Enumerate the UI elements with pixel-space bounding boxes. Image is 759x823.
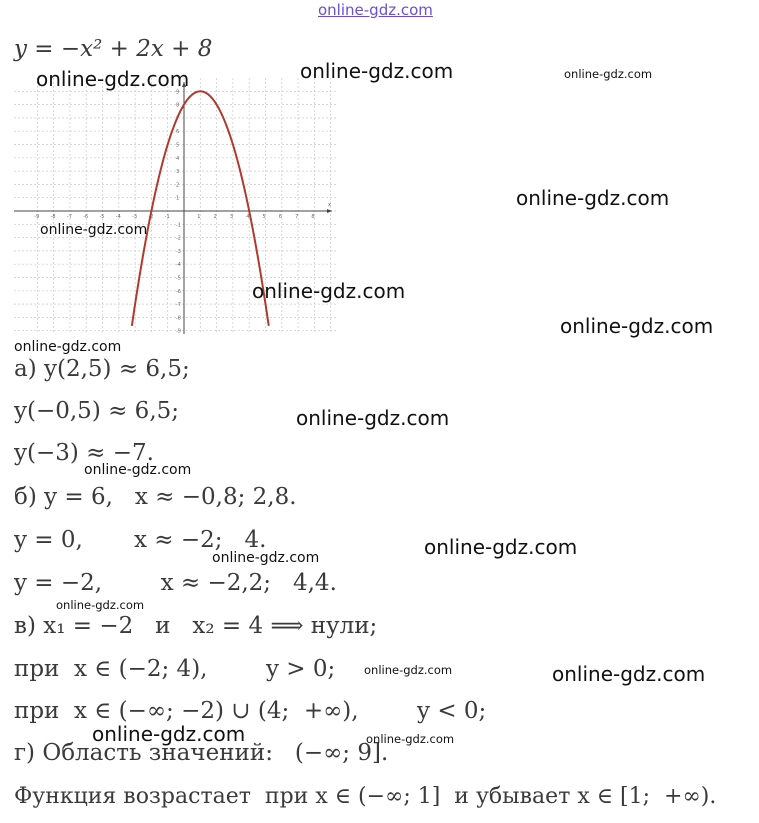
y-tick-label: -6 [176, 288, 181, 295]
answer-v-1: в) x₁ = −2 и x₂ = 4 ⟹ нули; [14, 613, 378, 639]
watermark: online-gdz.com [564, 67, 653, 81]
watermark: online-gdz.com [516, 186, 670, 210]
y-tick-label: -1 [176, 222, 181, 229]
watermark: online-gdz.com [36, 67, 190, 91]
watermark: online-gdz.com [560, 314, 714, 338]
x-tick-label: -5 [99, 214, 105, 220]
x-tick-label: -6 [83, 214, 89, 220]
y-tick-label: 9 [176, 89, 180, 96]
y-tick-label: 4 [176, 155, 180, 162]
watermark: online-gdz.com [296, 406, 450, 430]
watermark: online-gdz.com [14, 339, 122, 355]
answer-v-2: при x ∈ (−2; 4), y > 0; [14, 656, 336, 682]
equation: y = −x² + 2x + 8 [14, 36, 213, 62]
watermark: online-gdz.com [424, 535, 578, 559]
x-tick-label: -7 [66, 214, 72, 220]
answer-b-1: б) y = 6, x ≈ −0,8; 2,8. [14, 484, 297, 510]
watermark: online-gdz.com [84, 462, 192, 478]
y-tick-label: 7 [176, 115, 180, 122]
x-tick-label: 2 [213, 214, 217, 220]
x-tick-label: -4 [115, 214, 121, 220]
x-axis-arrow [327, 209, 332, 213]
x-tick-label: 6 [278, 214, 282, 220]
answer-v-3: при x ∈ (−∞; −2) ∪ (4; +∞), y < 0; [14, 698, 487, 724]
x-tick-label: 7 [295, 214, 299, 220]
y-tick-label: -4 [176, 262, 181, 269]
x-tick-label: -2 [148, 214, 154, 220]
x-tick-label: 8 [311, 214, 315, 220]
x-tick-label: 3 [229, 214, 234, 220]
x-tick-label: -9 [34, 214, 40, 220]
watermark: online-gdz.com [56, 598, 145, 612]
watermark: online-gdz.com [92, 722, 246, 746]
watermark: online-gdz.com [252, 279, 406, 303]
x-tick-label: -3 [132, 214, 138, 220]
answer-g: г) Область значений: (−∞; 9]. [14, 740, 389, 766]
y-tick-label: 1 [176, 195, 180, 202]
x-tick-label: -8 [50, 214, 56, 220]
y-tick-label: 3 [176, 169, 180, 176]
answer-a-1: а) y(2,5) ≈ 6,5; [14, 356, 190, 382]
x-axis-label: x [328, 202, 331, 208]
y-tick-label: -8 [176, 315, 181, 322]
y-tick-label: -2 [176, 235, 181, 242]
y-tick-label: 6 [176, 129, 180, 136]
y-tick-label: 2 [176, 182, 180, 189]
answer-a-3: y(−3) ≈ −7. [14, 440, 154, 466]
answer-b-2: y = 0, x ≈ −2; 4. [14, 527, 267, 553]
y-tick-label: 5 [176, 142, 180, 149]
y-tick-label: -3 [176, 248, 181, 255]
watermark: online-gdz.com [300, 59, 454, 83]
x-tick-label: -1 [164, 214, 170, 220]
watermark: online-gdz.com [40, 222, 148, 238]
y-tick-label: 8 [176, 102, 180, 109]
answer-b-3: y = −2, x ≈ −2,2; 4,4. [14, 570, 337, 596]
watermark: online-gdz.com [552, 662, 706, 686]
answer-a-2: y(−0,5) ≈ 6,5; [14, 398, 180, 424]
y-tick-label: -9 [176, 328, 181, 334]
y-tick-label: -5 [176, 275, 181, 282]
watermark: online-gdz.com [366, 732, 455, 746]
y-tick-label: -7 [176, 302, 181, 309]
x-tick-label: 4 [246, 214, 250, 220]
site-link[interactable]: online-gdz.com [318, 1, 433, 19]
answer-monotonic: Функция возрастает при x ∈ (−∞; 1] и убывает x ∈ [1; +∞). [14, 784, 717, 809]
x-tick-label: 5 [262, 214, 266, 220]
watermark: online-gdz.com [212, 550, 320, 566]
watermark: online-gdz.com [364, 663, 453, 677]
x-tick-label: 1 [197, 214, 201, 220]
